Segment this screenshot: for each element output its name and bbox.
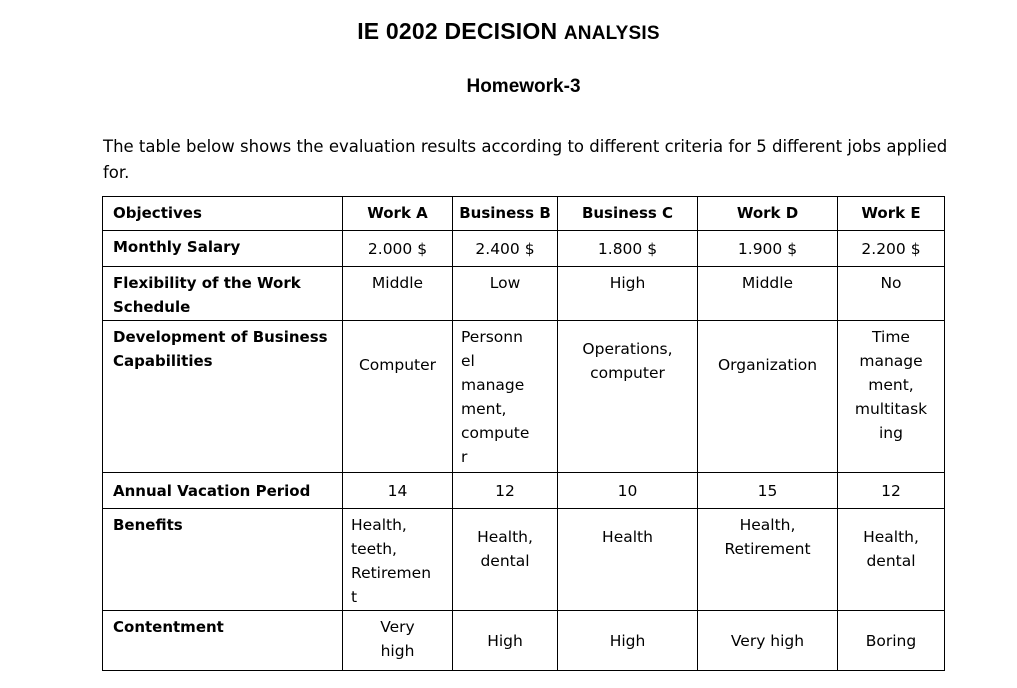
table-cell: 12 (453, 473, 558, 509)
table-cell: High (453, 611, 558, 671)
table-row (103, 321, 945, 473)
table-row (103, 611, 945, 671)
table-cell: Middle (698, 267, 838, 321)
table-cell: Very high (698, 611, 838, 671)
page-title (0, 18, 1017, 45)
header-cell: Work E (838, 197, 945, 231)
header-cell: Work A (343, 197, 453, 231)
row-label: Contentment (103, 611, 343, 671)
table-row (103, 509, 945, 611)
header-cell: Objectives (103, 197, 343, 231)
header-cell: Work D (698, 197, 838, 231)
table-row (103, 267, 945, 321)
row-label: Monthly Salary (103, 231, 343, 267)
table-cell: 2.400 $ (453, 231, 558, 267)
table-cell: Low (453, 267, 558, 321)
table-cell: Operations, computer (558, 321, 698, 473)
evaluation-table (102, 196, 945, 671)
table-cell: 2.200 $ (838, 231, 945, 267)
table-cell: Health, teeth, Retiremen t (343, 509, 453, 611)
table-cell: Health, dental (453, 509, 558, 611)
table-cell: Computer (343, 321, 453, 473)
table-cell: Organization (698, 321, 838, 473)
table-cell: Health, Retirement (698, 509, 838, 611)
table-cell: Personn el manage ment, compute r (453, 321, 558, 473)
header-cell: Business C (558, 197, 698, 231)
table-cell: Middle (343, 267, 453, 321)
row-label: Annual Vacation Period (103, 473, 343, 509)
row-label: Benefits (103, 509, 343, 611)
row-label: Development of Business Capabilities (103, 321, 343, 473)
table-cell: 14 (343, 473, 453, 509)
table-cell: High (558, 267, 698, 321)
table-cell: 10 (558, 473, 698, 509)
table-cell: High (558, 611, 698, 671)
table-cell: 15 (698, 473, 838, 509)
intro-paragraph: The table below shows the evaluation results according to different criteria for 5 different jobs applied for. (103, 137, 948, 182)
table-cell: Health, dental (838, 509, 945, 611)
table-cell: Health (558, 509, 698, 611)
table-cell: 2.000 $ (343, 231, 453, 267)
table-cell: Boring (838, 611, 945, 671)
page-subtitle: Homework-3 (466, 76, 581, 97)
header-cell: Business B (453, 197, 558, 231)
table-cell: 1.900 $ (698, 231, 838, 267)
title-main: IE 0202 DECISION (357, 18, 558, 44)
table-cell: Time manage ment, multitask ing (838, 321, 945, 473)
row-label: Flexibility of the Work Schedule (103, 267, 343, 321)
table-cell: Very high (343, 611, 453, 671)
table-cell: 12 (838, 473, 945, 509)
title-rest: ANALYSIS (563, 23, 660, 44)
table-cell: No (838, 267, 945, 321)
table-header-row (103, 197, 945, 231)
table-row (103, 231, 945, 267)
table-cell: 1.800 $ (558, 231, 698, 267)
table-row (103, 473, 945, 509)
